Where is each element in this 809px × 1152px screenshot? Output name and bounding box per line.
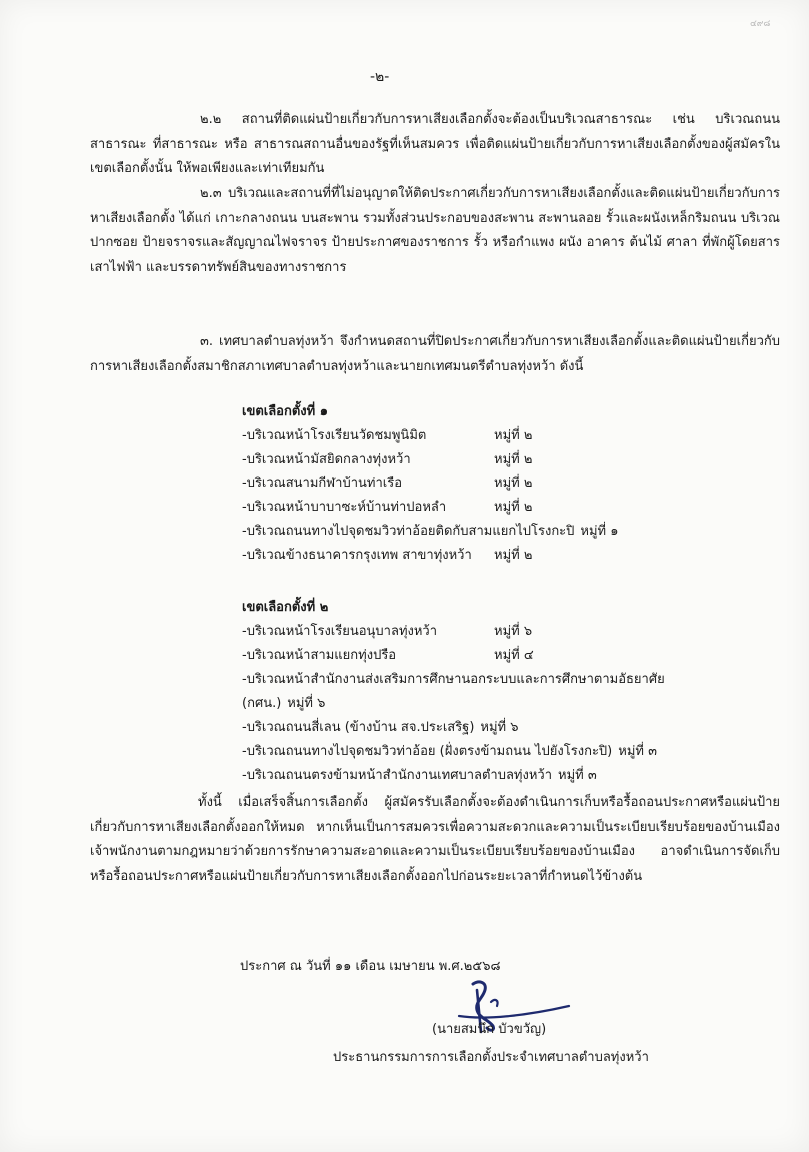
village-number: หมู่ที่ ๒ [494,428,533,443]
page-number: -๒- [370,69,390,85]
location-text: -บริเวณถนนสี่เลน (ข้างบ้าน สจ.ประเสริฐ) [242,720,475,735]
location-text: -บริเวณหน้ามัสยิดกลางทุ่งหว้า [242,452,411,467]
paragraph-2-2-text: ๒.๒ สถานที่ติดแผ่นป้ายเกี่ยวกับการหาเสียงเลือกตั้งจะต้องเป็นบริเวณสาธารณะ เช่น บริเวณถนนสาธารณะ ที่สาธารณะ หรือ สาธารณสถานอื่นของรัฐที่เห็นสมควร เพื่อติดแผ่นป้ายเกี่ยวกับการหาเสียงเลือกตั้งของผู้สมัครในเขตเลือกตั้งนั้น ให้พอเพียงและเท่าเทียมกัน [90,112,780,177]
paragraph-2-3 [90,182,780,280]
zone-2-title: เขตเลือกตั้งที่ ๒ [242,600,329,615]
list-item [242,764,782,788]
list-item [242,740,782,764]
paragraph-2-2 [90,108,780,182]
location-text: -บริเวณหน้าบาบาซะห์บ้านท่าปอหลำ [242,500,447,515]
list-item [242,496,782,520]
village-number: หมู่ที่ ๓ [618,744,657,759]
list-item [242,716,782,740]
list-item [242,544,782,568]
village-number: หมู่ที่ ๒ [494,452,533,467]
location-text: -บริเวณหน้าสามแยกทุ่งปรือ [242,648,397,663]
list-item [242,620,782,644]
list-item [242,520,782,544]
zone-1-title: เขตเลือกตั้งที่ ๑ [242,404,328,419]
corner-mark: ๔๙๘ [750,19,771,29]
electoral-zone-2 [242,596,782,788]
village-number: หมู่ที่ ๖ [287,696,326,711]
zone-2-list [242,620,782,788]
paragraph-closing [90,791,780,889]
location-text: -บริเวณหน้าโรงเรียนวัดชมพูนิมิต [242,428,427,443]
zone-1-list [242,424,782,568]
location-text: -บริเวณหน้าสำนักงานส่งเสริมการศึกษานอกระบบและการศึกษาตามอัธยาศัย (กศน.) [242,672,665,711]
list-item [242,644,782,668]
paragraph-2-3-text: ๒.๓ บริเวณและสถานที่ที่ไม่อนุญาตให้ติดประกาศเกี่ยวกับการหาเสียงเลือกตั้งและติดแผ่นป้ายเกี่ยวกับการหาเสียงเลือกตั้ง ได้แก่ เกาะกลางถนน บนสะพาน รวมทั้งส่วนประกอบของสะพาน สะพานลอย รั้วและผนังเหล็กริมถนน บริเวณปากซอย ป้ายจราจรและสัญญาณไฟจราจร ป้ายประกาศของราชการ รั้ว หรือกำแพง ผนัง อาคาร ต้นไม้ ศาลา ที่พักผู้โดยสาร เสาไฟฟ้า และบรรดาทรัพย์สินของทางราชการ [90,186,780,275]
location-text: -บริเวณสนามกีฬาบ้านท่าเรือ [242,476,403,491]
village-number: หมู่ที่ ๑ [580,524,619,539]
list-item [242,448,782,472]
village-number: หมู่ที่ ๒ [494,548,533,563]
village-number: หมู่ที่ ๖ [480,720,519,735]
list-item [242,668,712,716]
electoral-zone-1 [242,400,782,568]
village-number: หมู่ที่ ๓ [558,768,597,783]
paragraph-closing-text: ทั้งนี้ เมื่อเสร็จสิ้นการเลือกตั้ง ผู้สมัครรับเลือกตั้งจะต้องดำเนินการเก็บหรือรื้อถอนประกาศหรือแผ่นป้ายเกี่ยวกับการหาเสียงเลือกตั้งออกให้หมด หากเห็นเป็นการสมควรเพื่อความสะดวกและความเป็นระเบียบเรียบร้อยของบ้านเมือง เจ้าพนักงานตามกฎหมายว่าด้วยการรักษาความสะอาดและความเป็นระเบียบเรียบร้อยของบ้านเมือง อาจดำเนินการจัดเก็บหรือรื้อถอนประกาศหรือแผ่นป้ายเกี่ยวกับการหาเสียงเลือกตั้งออกไปก่อนระยะเวลาที่กำหนดไว้ข้างต้น [90,795,780,884]
location-text: -บริเวณข้างธนาคารกรุงเทพ สาขาทุ่งหว้า [242,548,472,563]
list-item [242,424,782,448]
announcement-date: ประกาศ ณ วันที่ ๑๑ เดือน เมษายน พ.ศ.๒๕๖๘ [240,959,501,974]
village-number: หมู่ที่ ๒ [494,476,533,491]
location-text: -บริเวณถนนทางไปจุดชมวิวท่าอ้อย (ฝั่งตรงข้ามถนน ไปยังโรงกะปิ) [242,744,613,759]
paragraph-3 [90,330,780,379]
signer-name: (นายสมนึก บัวขวัญ) [432,1022,547,1037]
paragraph-3-text: ๓. เทศบาลตำบลทุ่งหว้า จึงกำหนดสถานที่ปิดประกาศเกี่ยวกับการหาเสียงเลือกตั้งและติดแผ่นป้ายเกี่ยวกับการหาเสียงเลือกตั้งสมาชิกสภาเทศบาลตำบลทุ่งหว้าและนายกเทศมนตรีตำบลทุ่งหว้า ดังนี้ [90,334,780,374]
list-item [242,472,782,496]
location-text: -บริเวณหน้าโรงเรียนอนุบาลทุ่งหว้า [242,624,438,639]
signer-position: ประธานกรรมการการเลือกตั้งประจำเทศบาลตำบลทุ่งหว้า [333,1050,649,1065]
location-text: -บริเวณถนนตรงข้ามหน้าสำนักงานเทศบาลตำบลทุ่งหว้า [242,768,553,783]
location-text: -บริเวณถนนทางไปจุดชมวิวท่าอ้อยติดกับสามแยกไปโรงกะปิ [242,524,575,539]
village-number: หมู่ที่ ๖ [494,624,533,639]
village-number: หมู่ที่ ๒ [494,500,533,515]
village-number: หมู่ที่ ๔ [494,648,534,663]
